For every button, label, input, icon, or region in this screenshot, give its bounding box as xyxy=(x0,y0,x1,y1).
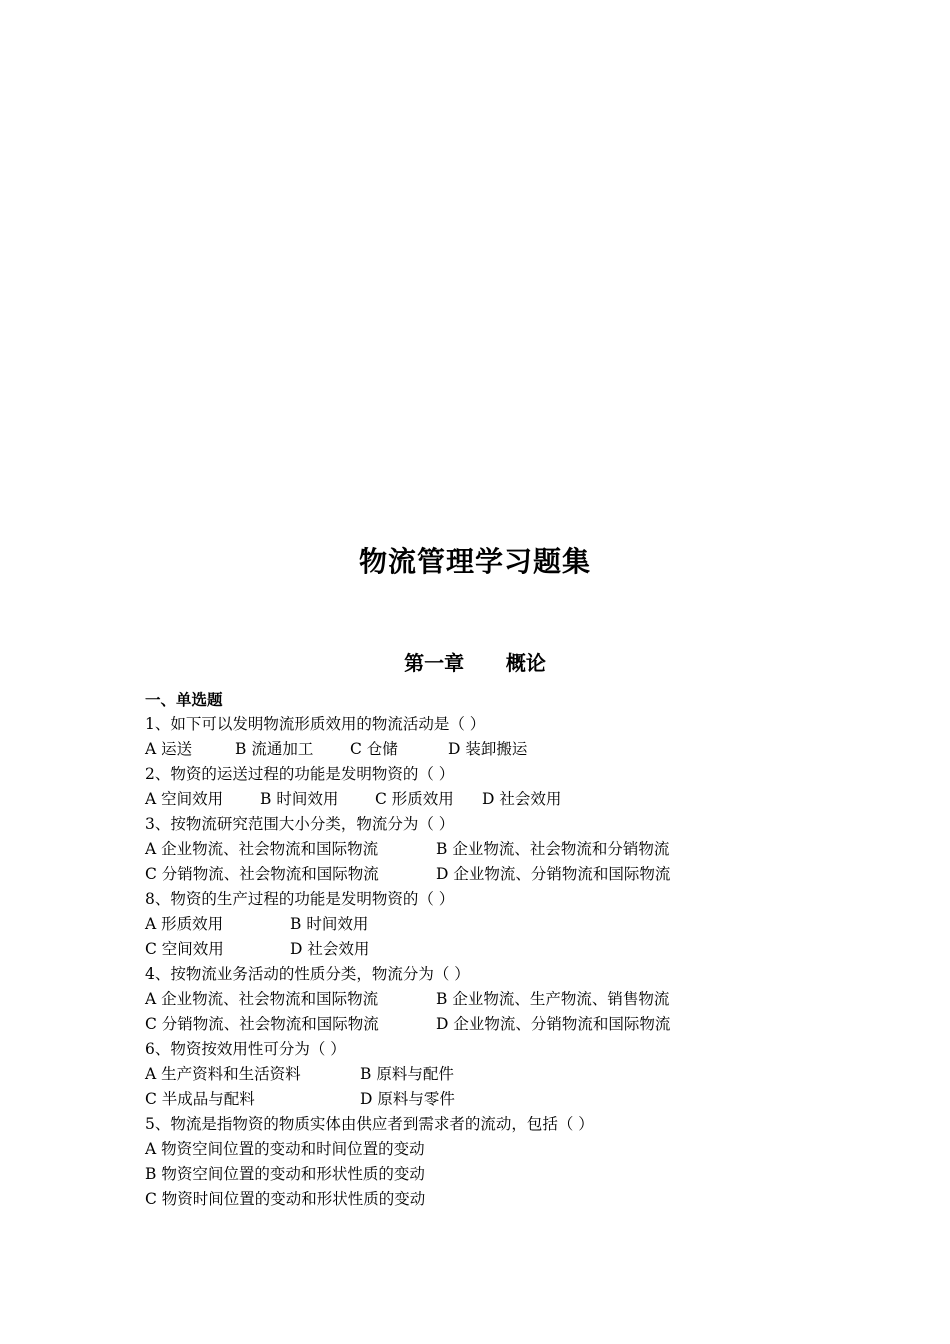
option-c: C 形质效用 xyxy=(375,790,454,808)
option-c: C 分销物流、社会物流和国际物流 xyxy=(145,1015,379,1033)
option-b: B 企业物流、社会物流和分销物流 xyxy=(436,840,670,858)
question-list xyxy=(145,687,845,1212)
option-d: D 社会效用 xyxy=(482,790,562,808)
section-heading: 一、单选题 xyxy=(145,690,223,709)
option-row xyxy=(145,787,845,812)
chapter-title: 第一章 概论 xyxy=(404,651,546,675)
option-c: C 半成品与配料 xyxy=(145,1090,255,1108)
question-stem: 4、按物流业务活动的性质分类，物流分为（ ） xyxy=(145,965,470,983)
option-c: C 仓储 xyxy=(350,740,398,758)
option-row xyxy=(145,1187,845,1212)
option-row xyxy=(145,1137,845,1162)
option-row xyxy=(145,1012,845,1037)
option-row xyxy=(145,987,845,1012)
option-row xyxy=(145,737,845,762)
option-d: D 企业物流、分销物流和国际物流 xyxy=(436,1015,671,1033)
option-row xyxy=(145,937,845,962)
option-d: D 企业物流、分销物流和国际物流 xyxy=(436,865,671,883)
option-row xyxy=(145,1062,845,1087)
option-b: B 流通加工 xyxy=(235,740,314,758)
option-b: B 时间效用 xyxy=(290,915,369,933)
option-b: B 物资空间位置的变动和形状性质的变动 xyxy=(145,1165,425,1183)
option-row xyxy=(145,837,845,862)
option-row xyxy=(145,1162,845,1187)
question-stem: 3、按物流研究范围大小分类，物流分为（ ） xyxy=(145,815,455,833)
document-title: 物流管理学习题集 xyxy=(358,545,591,578)
option-d: D 装卸搬运 xyxy=(448,740,528,758)
question-stem: 2、物资的运送过程的功能是发明物资的（ ） xyxy=(145,765,455,783)
option-c: C 分销物流、社会物流和国际物流 xyxy=(145,865,379,883)
option-a: A 企业物流、社会物流和国际物流 xyxy=(145,990,379,1008)
question-stem: 6、物资按效用性可分为（ ） xyxy=(145,1040,346,1058)
option-d: D 社会效用 xyxy=(290,940,370,958)
option-b: B 企业物流、生产物流、销售物流 xyxy=(436,990,670,1008)
option-a: A 空间效用 xyxy=(145,790,224,808)
option-b: B 时间效用 xyxy=(260,790,339,808)
option-a: A 物资空间位置的变动和时间位置的变动 xyxy=(145,1140,425,1158)
question-stem: 8、物资的生产过程的功能是发明物资的（ ） xyxy=(145,890,455,908)
option-row xyxy=(145,1087,845,1112)
option-row xyxy=(145,912,845,937)
option-c: C 物资时间位置的变动和形状性质的变动 xyxy=(145,1190,426,1208)
option-d: D 原料与零件 xyxy=(360,1090,455,1108)
option-a: A 企业物流、社会物流和国际物流 xyxy=(145,840,379,858)
option-row xyxy=(145,862,845,887)
option-b: B 原料与配件 xyxy=(360,1065,454,1083)
option-a: A 运送 xyxy=(145,740,193,758)
option-c: C 空间效用 xyxy=(145,940,224,958)
option-a: A 形质效用 xyxy=(145,915,224,933)
option-a: A 生产资料和生活资料 xyxy=(145,1065,301,1083)
question-stem: 5、物流是指物资的物质实体由供应者到需求者的流动，包括（ ） xyxy=(145,1115,594,1133)
question-stem: 1、如下可以发明物流形质效用的物流活动是（ ） xyxy=(145,715,486,733)
